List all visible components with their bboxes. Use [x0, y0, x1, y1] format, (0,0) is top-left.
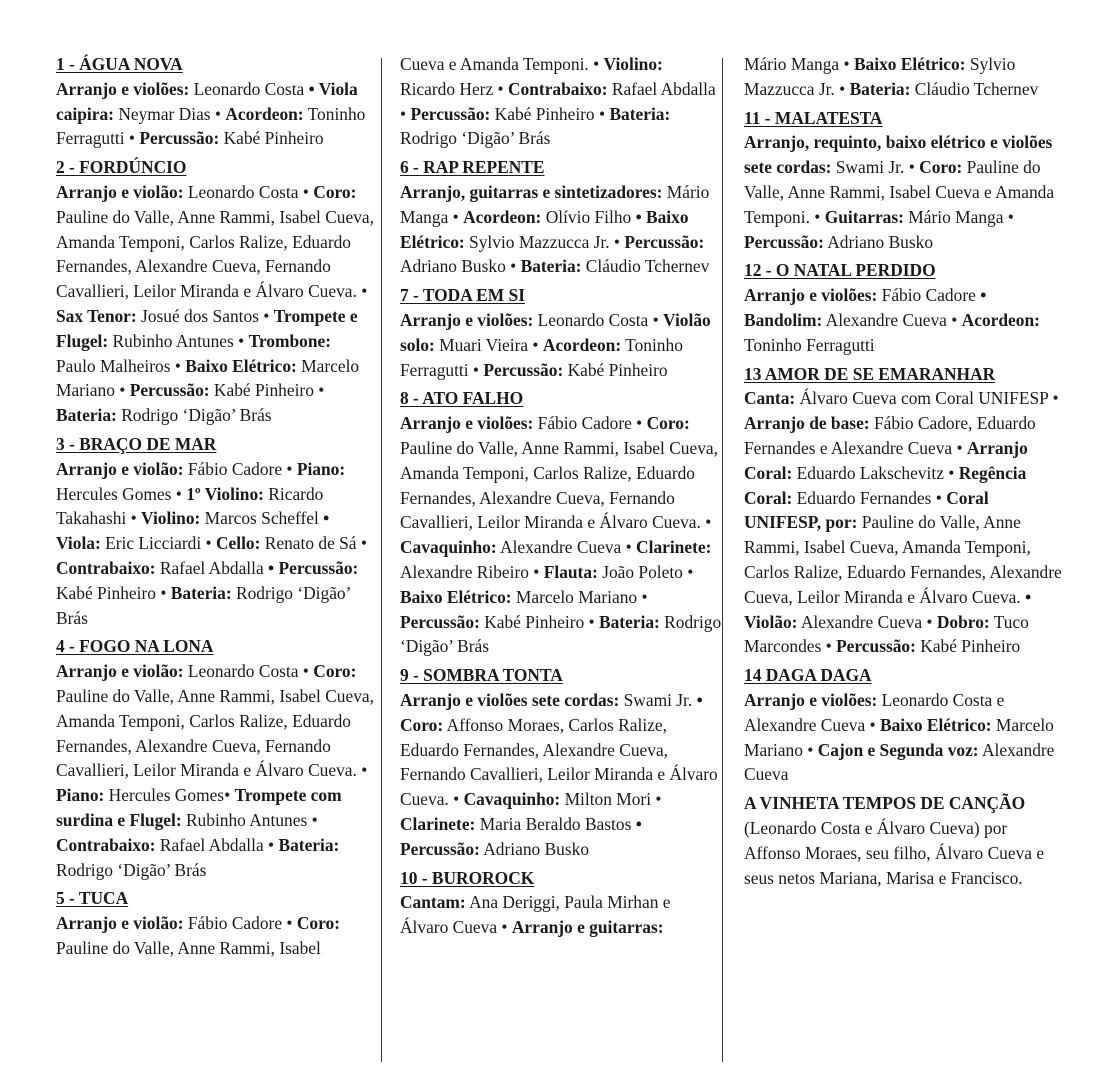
credit-text [400, 688, 722, 862]
credit-names: Marcos Scheffel [200, 508, 319, 529]
credit-names: Cláudio Tchernev [581, 256, 710, 277]
credit-names: Tuco Marcondes • [744, 611, 1029, 657]
credit-role: • Coro: [400, 689, 703, 735]
track-credit-entry [744, 258, 1066, 357]
credit-role: Arranjo e violão: [56, 458, 184, 479]
credit-names: Kabé Pinheiro • [479, 611, 595, 632]
credit-role: Trompete com surdina e Flugel: [56, 785, 342, 830]
credit-role: Coro: [919, 157, 963, 178]
credit-role: Arranjo e violões: [400, 309, 534, 330]
credit-names: Pauline do Valle, Anne Rammi, Isabel Cueva e Amanda Temponi. • [744, 157, 1055, 227]
track-title: 3 - BRAÇO DE MAR [56, 433, 217, 454]
credit-names: Toninho Ferragutti • [56, 103, 366, 149]
credit-role: Bateria: [520, 256, 582, 277]
credit-names: Kabé Pinheiro [915, 636, 1021, 657]
credit-role: Contrabaixo: [507, 78, 608, 99]
credit-role: Bateria: [598, 611, 660, 632]
credit-names: Paulo Malheiros • [56, 355, 181, 376]
credit-role: Clarinete: [400, 813, 476, 834]
credit-names: Ana Deriggi, Paula Mirhan e Álvaro Cueva • [400, 892, 671, 938]
credit-names: Olívio Filho [541, 206, 632, 227]
credit-names: Rodrigo ‘Digão’ Brás [56, 582, 351, 628]
credit-names: Swami Jr. • [831, 157, 915, 178]
credit-role: Coro: [313, 661, 357, 682]
track-credit-entry [400, 155, 722, 279]
credit-names: Rubinho Antunes • [181, 809, 318, 830]
credit-text [400, 180, 722, 279]
credit-role: Arranjo, guitarras e sintetizadores: [400, 181, 663, 202]
track-title: 14 DAGA DAGA [744, 665, 872, 686]
credit-names: Leonardo Costa [189, 78, 305, 99]
credit-text [56, 77, 374, 151]
track-credit-entry [400, 283, 722, 382]
credit-names: João Poleto • [597, 561, 694, 582]
credit-names: Adriano Busko • [400, 256, 517, 277]
credit-names: Ricardo Herz • [400, 78, 504, 99]
credit-role: Arranjo e violões: [56, 78, 190, 99]
credit-names: Cláudio Tchernev [910, 78, 1039, 99]
credit-text [744, 52, 1066, 102]
credit-names: Milton Mori • [560, 789, 662, 810]
credits-column-3 [744, 52, 1066, 894]
credit-names: Rafael Abdalla • [155, 834, 275, 855]
credit-role: Arranjo Coral: [744, 437, 1028, 483]
track-credit-entry [744, 106, 1066, 255]
credit-names: Adriano Busko [479, 838, 590, 859]
credit-role: Sax Tenor: [56, 305, 137, 326]
credit-role: Baixo Elétrico: [880, 714, 992, 735]
credit-role: • Violão: [744, 586, 1032, 632]
credit-role: 1º Violino: [186, 483, 264, 504]
credit-names: Rodrigo ‘Digão’ Brás [400, 128, 551, 149]
credit-names: Rodrigo ‘Digão’ Brás [56, 859, 207, 880]
credit-role: Baixo Elétrico: [853, 54, 966, 74]
credit-names: Rodrigo ‘Digão’ Brás [400, 611, 722, 657]
credit-role: Regência Coral: [744, 462, 1027, 508]
credit-role: Piano: [56, 785, 105, 806]
track-credit-entry [744, 362, 1066, 660]
track-credit-entry [56, 886, 374, 960]
credit-role: Bateria: [849, 78, 911, 99]
credit-names: Pauline do Valle, Anne Rammi, Isabel Cueva, Amanda Temponi, Carlos Ralize, Eduardo Fernandes, Alexandre Cueva, Leilor Miranda e Álvaro Cueva. [744, 512, 1062, 607]
credit-role: Piano: [296, 458, 346, 479]
credit-role: Acordeon: [961, 309, 1040, 330]
credit-names: Pauline do Valle, Anne Rammi, Isabel Cueva, Amanda Temponi, Carlos Ralize, Eduardo Fernandes, Alexandre Cueva, Fernando Cavallieri, Leilor Miranda e Álvaro Cueva. • [56, 685, 374, 781]
credit-names: Affonso Moraes, Carlos Ralize, Eduardo Fernandes, Alexandre Cueva, Fernando Cavallieri, Leilor Miranda e Álvaro Cueva. • [400, 714, 718, 810]
credit-names: Toninho Ferragutti [744, 334, 875, 355]
credit-text [400, 890, 722, 940]
credit-role: Acordeon: [542, 334, 622, 355]
credit-names: Fábio Cadore [877, 285, 976, 306]
track-title: 9 - SOMBRA TONTA [400, 665, 563, 686]
credit-names: Pauline do Valle, Anne Rammi, Isabel [56, 937, 321, 958]
credit-role: Coro: [313, 181, 357, 202]
credit-names: Alexandre Ribeiro • [400, 561, 540, 582]
column-divider-2 [722, 58, 723, 1062]
credit-role: Coral UNIFESP, por: [744, 487, 989, 533]
column-divider-1 [381, 58, 382, 1062]
credit-text [744, 688, 1066, 787]
credit-role: Arranjo e violão: [56, 661, 184, 682]
track-title: 2 - FORDÚNCIO [56, 157, 187, 178]
credit-names: (Leonardo Costa e Álvaro Cueva) por Affonso Moraes, seu filho, Álvaro Cueva e seus netos Mariana, Marisa e Francisco. [744, 817, 1045, 888]
credit-names: Sylvio Mazzucca Jr. • [464, 231, 621, 252]
credit-names: Leonardo Costa • [183, 181, 309, 202]
credit-names: Rafael Abdalla • [400, 78, 716, 124]
credit-names: Rubinho Antunes • [108, 330, 245, 351]
credit-names: Fábio Cadore • [533, 413, 643, 434]
credit-names: Ricardo Takahashi • [56, 483, 324, 529]
track-title: 1 - ÁGUA NOVA [56, 54, 183, 74]
credit-names: Renato de Sá • [260, 533, 367, 554]
credit-names: Leonardo Costa e Alexandre Cueva • [744, 689, 1005, 735]
credit-role: Arranjo e violão: [56, 181, 184, 202]
credit-names: Cueva e Amanda Temponi. • [400, 54, 600, 74]
credit-role: • Baixo Elétrico: [400, 206, 689, 252]
credit-names: Alexandre Cueva [744, 739, 1055, 785]
track-title: 8 - ATO FALHO [400, 388, 524, 409]
credit-text [400, 411, 722, 659]
credit-names: Fábio Cadore, Eduardo Fernandes e Alexandre Cueva • [744, 413, 1036, 458]
credit-names: Rafael Abdalla [155, 557, 264, 578]
track-title: 10 - BUROROCK [400, 867, 535, 888]
track-title: 11 - MALATESTA [744, 107, 883, 128]
credit-role: Arranjo e violões: [744, 689, 878, 710]
credit-role: Clarinete: [636, 537, 712, 558]
credit-role: Bateria: [56, 405, 117, 426]
track-credit-entry [56, 634, 374, 882]
credit-names: Alexandre Cueva • [797, 611, 933, 632]
credit-role: Canta: [744, 388, 796, 409]
credit-role: Coro: [646, 413, 690, 434]
credit-role: Contrabaixo: [56, 834, 156, 855]
credit-names: Neymar Dias • [113, 103, 221, 124]
credit-names: Álvaro Cueva com Coral UNIFESP • [795, 388, 1059, 409]
credit-text [400, 52, 722, 151]
credit-names: Adriano Busko [823, 231, 934, 252]
credit-role: Violino: [141, 508, 201, 529]
credit-role: Percussão: [624, 231, 705, 252]
credit-names: Marcelo Mariano • [56, 355, 360, 401]
track-credit-entry [744, 52, 1066, 102]
credit-names: Muari Vieira • [434, 334, 539, 355]
track-credit-entry [56, 52, 374, 151]
track-credit-entry [400, 866, 722, 940]
credit-role: Percussão: [129, 380, 210, 401]
credit-text [744, 791, 1066, 890]
credit-role: Cavaquinho: [463, 789, 561, 810]
credit-role: Baixo Elétrico: [400, 586, 512, 607]
credit-text [56, 457, 374, 631]
credit-role: Cajon e Segunda voz: [817, 739, 979, 760]
credit-names: Rodrigo ‘Digão’ Brás [116, 405, 272, 426]
credit-names: Sylvio Mazzucca Jr. • [744, 54, 1016, 99]
track-credit-entry [744, 663, 1066, 787]
track-title: 4 - FOGO NA LONA [56, 636, 214, 657]
credit-names: Eduardo Lakschevitz • [792, 462, 955, 483]
credit-role: Percussão: [410, 103, 491, 124]
credit-role: Percussão: [836, 636, 916, 657]
credit-names: Mário Manga • [400, 181, 710, 227]
credit-names: Marcelo Mariano • [511, 586, 648, 607]
credit-names: Maria Beraldo Bastos [475, 813, 632, 834]
credit-role: Percussão: [400, 611, 480, 632]
credit-text [56, 659, 374, 882]
credit-role: Percussão: [139, 128, 220, 149]
track-credit-entry [400, 52, 722, 151]
credit-role: Contrabaixo: [56, 557, 156, 578]
credit-role: Arranjo e violões: [744, 285, 878, 306]
credit-names: Kabé Pinheiro • [490, 103, 606, 124]
credit-role: Acordeon: [225, 103, 304, 124]
credit-role: Violino: [603, 54, 663, 74]
credit-role: Arranjo e violão: [56, 913, 184, 934]
credit-role: Cavaquinho: [400, 537, 497, 558]
credit-text [400, 308, 722, 382]
credit-role: Coro: [296, 913, 340, 934]
track-credit-entry [744, 791, 1066, 890]
credit-role: • Viola caipira: [56, 78, 358, 124]
track-title: 6 - RAP REPENTE [400, 157, 545, 178]
credits-column-1 [56, 52, 374, 965]
credit-names: Mário Manga • [744, 54, 850, 74]
credit-text [56, 911, 374, 961]
credit-names: Fábio Cadore • [183, 913, 293, 934]
credit-role: Cantam: [400, 892, 466, 913]
credit-role: A VINHETA TEMPOS DE CANÇÃO [744, 793, 1026, 814]
credit-role: Dobro: [936, 611, 990, 632]
credit-role: Arranjo e violões: [400, 413, 534, 434]
credit-role: Trompete e Flugel: [56, 305, 358, 351]
credit-text [744, 130, 1066, 254]
credit-text [744, 283, 1066, 357]
credit-names: Kabé Pinheiro [563, 359, 668, 380]
credit-role: Arranjo de base: [744, 413, 870, 434]
track-title: 13 AMOR DE SE EMARANHAR [744, 363, 996, 384]
credit-role: • Percussão: [268, 557, 359, 578]
credit-names: Leonardo Costa • [183, 661, 309, 682]
credit-role: Bateria: [609, 103, 671, 124]
credit-names: Leonardo Costa • [533, 309, 659, 330]
credit-names: Kabé Pinheiro • [209, 380, 325, 401]
credit-names: Josué dos Santos • [136, 305, 270, 326]
credit-names: Hercules Gomes • [56, 483, 182, 504]
credit-names: Alexandre Cueva • [822, 309, 958, 330]
credit-role: Bateria: [278, 834, 340, 855]
credit-role: • Viola: [56, 508, 330, 554]
credit-role: • Bandolim: [744, 285, 987, 330]
credit-role: Arranjo e violões sete cordas: [400, 689, 620, 710]
credit-role: Percussão: [483, 359, 564, 380]
credit-names: Eric Licciardi • [100, 533, 212, 554]
credit-text [56, 180, 374, 428]
credit-role: Arranjo, requinto, baixo elétrico e violões sete cordas: [744, 132, 1053, 178]
credit-names: Kabé Pinheiro • [56, 582, 167, 603]
track-credit-entry [56, 432, 374, 630]
track-title: 12 - O NATAL PERDIDO [744, 260, 936, 281]
track-credit-entry [400, 386, 722, 659]
credit-names: Mário Manga • [903, 206, 1014, 227]
credit-names: Marcelo Mariano • [744, 714, 1054, 760]
credit-names: Hercules Gomes• [104, 785, 231, 806]
credit-role: Guitarras: [824, 206, 904, 227]
credit-role: Acordeon: [463, 206, 542, 227]
credit-role: Arranjo e guitarras: [511, 917, 664, 938]
credit-role: Trombone: [248, 330, 332, 351]
credit-role: Baixo Elétrico: [185, 355, 297, 376]
credit-names: Swami Jr. [619, 689, 693, 710]
credit-names: Alexandre Cueva • [496, 537, 632, 558]
credit-names: Eduardo Fernandes • [792, 487, 942, 508]
credit-role: Flauta: [543, 561, 598, 582]
credit-role: Bateria: [170, 582, 232, 603]
credit-names: Toninho Ferragutti • [400, 334, 683, 380]
credit-names: Pauline do Valle, Anne Rammi, Isabel Cueva, Amanda Temponi, Carlos Ralize, Eduardo Fernandes, Alexandre Cueva, Fernando Cavallieri, Leilor Miranda e Álvaro Cueva. • [56, 206, 374, 302]
credit-names: Fábio Cadore • [183, 458, 293, 479]
track-credit-entry [56, 155, 374, 428]
credit-role: • Percussão: [400, 813, 642, 859]
credit-names: Kabé Pinheiro [219, 128, 324, 149]
credits-column-2 [400, 52, 722, 944]
credit-role: Percussão: [744, 231, 824, 252]
track-credit-entry [400, 663, 722, 861]
credit-role: Violão solo: [400, 309, 711, 355]
credit-text [744, 386, 1066, 659]
credit-role: Cello: [215, 533, 261, 554]
credit-names: Pauline do Valle, Anne Rammi, Isabel Cueva, Amanda Temponi, Carlos Ralize, Eduardo Fernandes, Alexandre Cueva, Fernando Cavallieri, Leilor Miranda e Álvaro Cueva. • [400, 437, 718, 533]
track-title: 7 - TODA EM SI [400, 285, 525, 306]
track-title: 5 - TUCA [56, 888, 129, 909]
